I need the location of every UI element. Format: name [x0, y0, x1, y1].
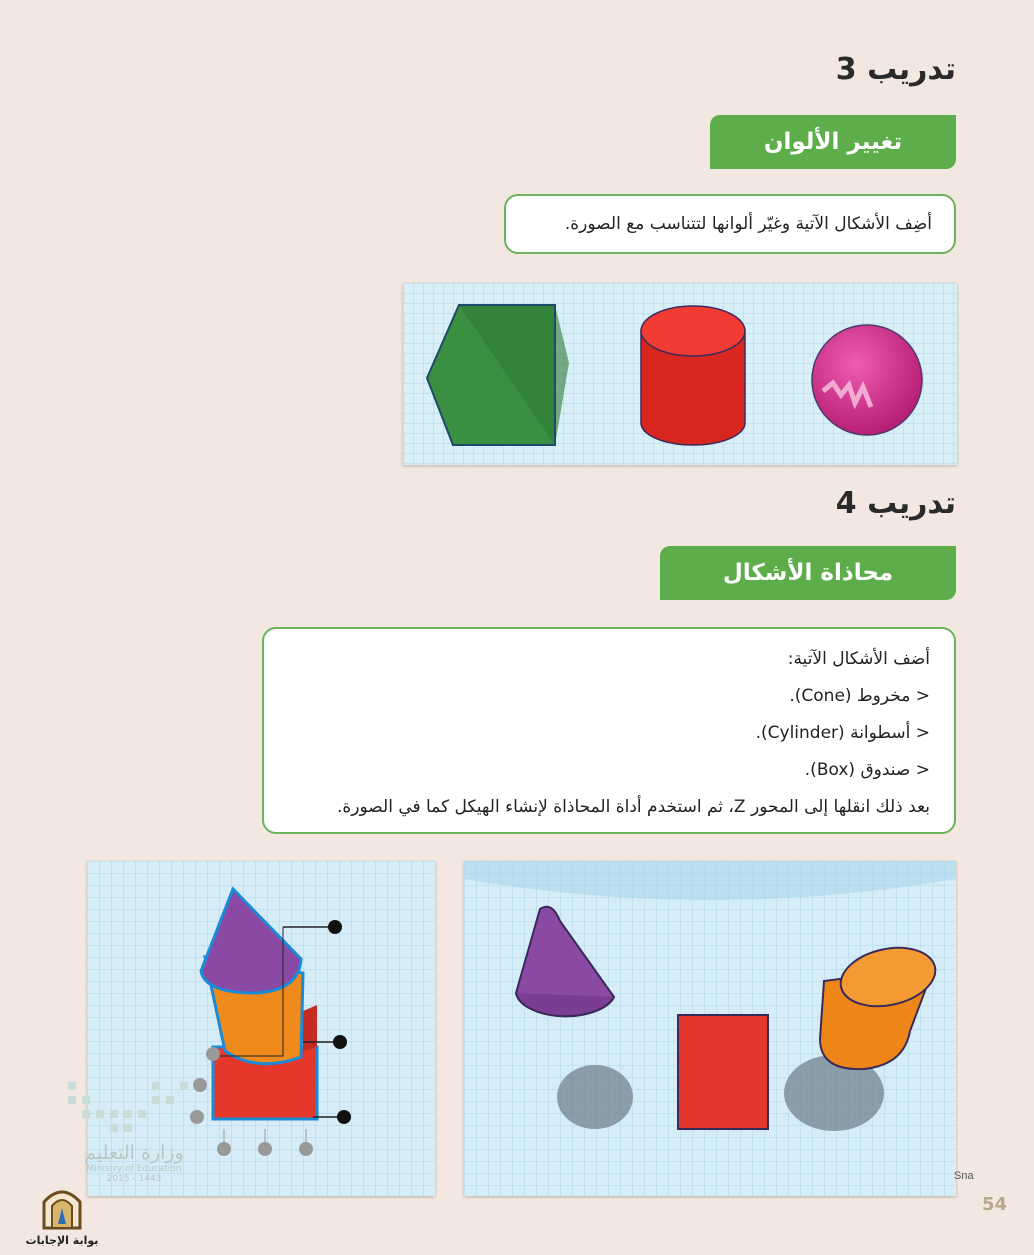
- exercise-4-instructions: [262, 627, 956, 834]
- snap-label: Sna: [954, 1170, 974, 1182]
- ministry-year: 2015 - 1443: [106, 1174, 162, 1184]
- instruction-line-align: بعد ذلك انقلها إلى المحور Z، ثم استخدم أداة المحاذاة لإنشاء الهيكل كما في الصورة.: [336, 797, 930, 817]
- instruction-line-cone: < مخروط (Cone).: [789, 686, 930, 706]
- red-box: [678, 1015, 768, 1129]
- pink-sphere: [812, 325, 922, 435]
- ministry-name-ar: وزارة التعليم: [84, 1142, 184, 1164]
- ministry-logo-icon: [64, 1076, 204, 1138]
- red-cylinder: [641, 306, 745, 445]
- instruction-line-box: < صندوق (Box).: [804, 760, 930, 780]
- exercise-3-instruction: أضِف الأشكال الآتية وغيّر ألوانها لتتناسب مع الصورة.: [504, 194, 956, 254]
- exercise-4-title: تدريب 4: [835, 486, 956, 521]
- page-number: 54: [982, 1194, 1008, 1215]
- ministry-watermark: [64, 1076, 204, 1196]
- portal-gate-icon: [20, 1184, 104, 1230]
- exercise-4-banner: محاذاة الأشكال: [660, 546, 956, 600]
- portal-label: بوابة الإجابات: [25, 1234, 99, 1247]
- cone-shadow: [557, 1065, 633, 1129]
- instruction-line-cylinder: < أسطوانة (Cylinder).: [755, 723, 930, 743]
- exercise-3-banner: تغيير الألوان: [710, 115, 956, 169]
- answers-portal-logo[interactable]: [20, 1184, 104, 1250]
- colored-shapes-screenshot: [403, 283, 957, 465]
- instruction-line-intro: أضف الأشكال الآتية:: [787, 649, 930, 669]
- exercise-3-title: تدريب 3: [835, 52, 956, 87]
- ministry-name-en: Ministry of Education: [86, 1164, 182, 1174]
- separate-shapes-screenshot: [464, 861, 974, 1196]
